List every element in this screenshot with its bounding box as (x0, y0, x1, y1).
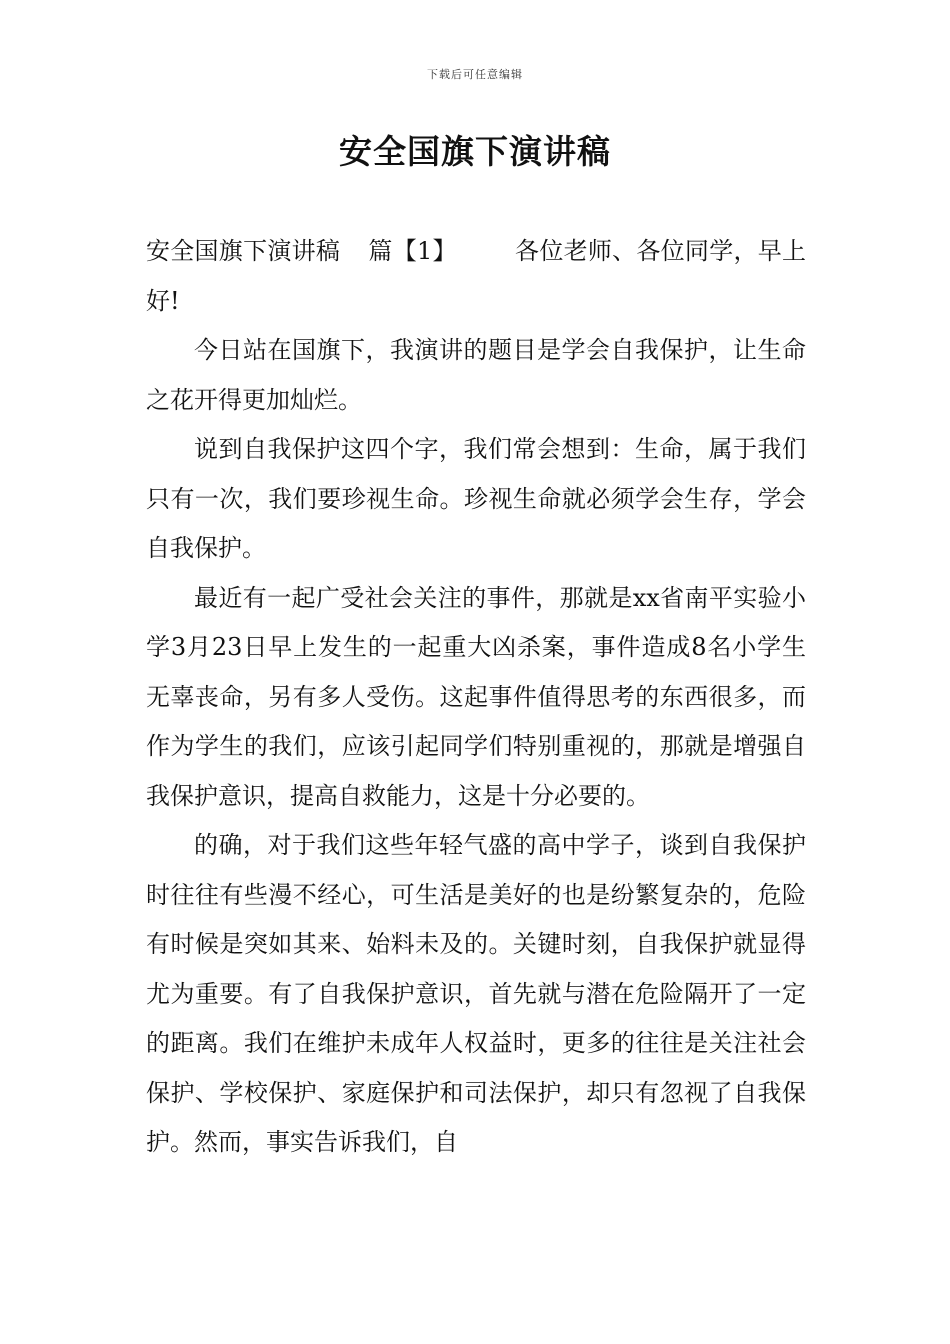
intro-greeting: 各位老师、各位同学，早上好! (146, 237, 807, 315)
intro-section: 篇【1】 (368, 237, 457, 265)
document-body (146, 227, 806, 1168)
intro-heading: 安全国旗下演讲稿 (146, 237, 341, 265)
header-note: 下载后可任意编辑 (427, 68, 523, 81)
document-title: 安全国旗下演讲稿 (339, 132, 611, 171)
body-paragraph-3: 最近有一起广受社会关注的事件，那就是xx省南平实验小学3月23日早上发生的一起重大凶杀案，事件造成8名小学生无辜丧命，另有多人受伤。这起事件值得思考的东西很多，而作为学生的我们，应该引起同学们特别重视的，那就是增强自我保护意识，提高自救能力，这是十分必要的。 (146, 583, 806, 810)
body-paragraph-1: 今日站在国旗下，我演讲的题目是学会自我保护，让生命之花开得更加灿烂。 (146, 336, 806, 414)
body-paragraph-2: 说到自我保护这四个字，我们常会想到：生命，属于我们只有一次，我们要珍视生命。珍视生命就必须学会生存，学会自我保护。 (146, 435, 806, 562)
body-paragraph-4: 的确，对于我们这些年轻气盛的高中学子，谈到自我保护时往往有些漫不经心，可生活是美好的也是纷繁复杂的，危险有时候是突如其来、始料未及的。关键时刻，自我保护就显得尤为重要。有了自我保护意识，首先就与潜在危险隔开了一定的距离。我们在维护未成年人权益时，更多的往往是关注社会保护、学校保护、家庭保护和司法保护，却只有忽视了自我保护。然而，事实告诉我们，自 (146, 831, 806, 1156)
intro-paragraph (146, 227, 806, 326)
